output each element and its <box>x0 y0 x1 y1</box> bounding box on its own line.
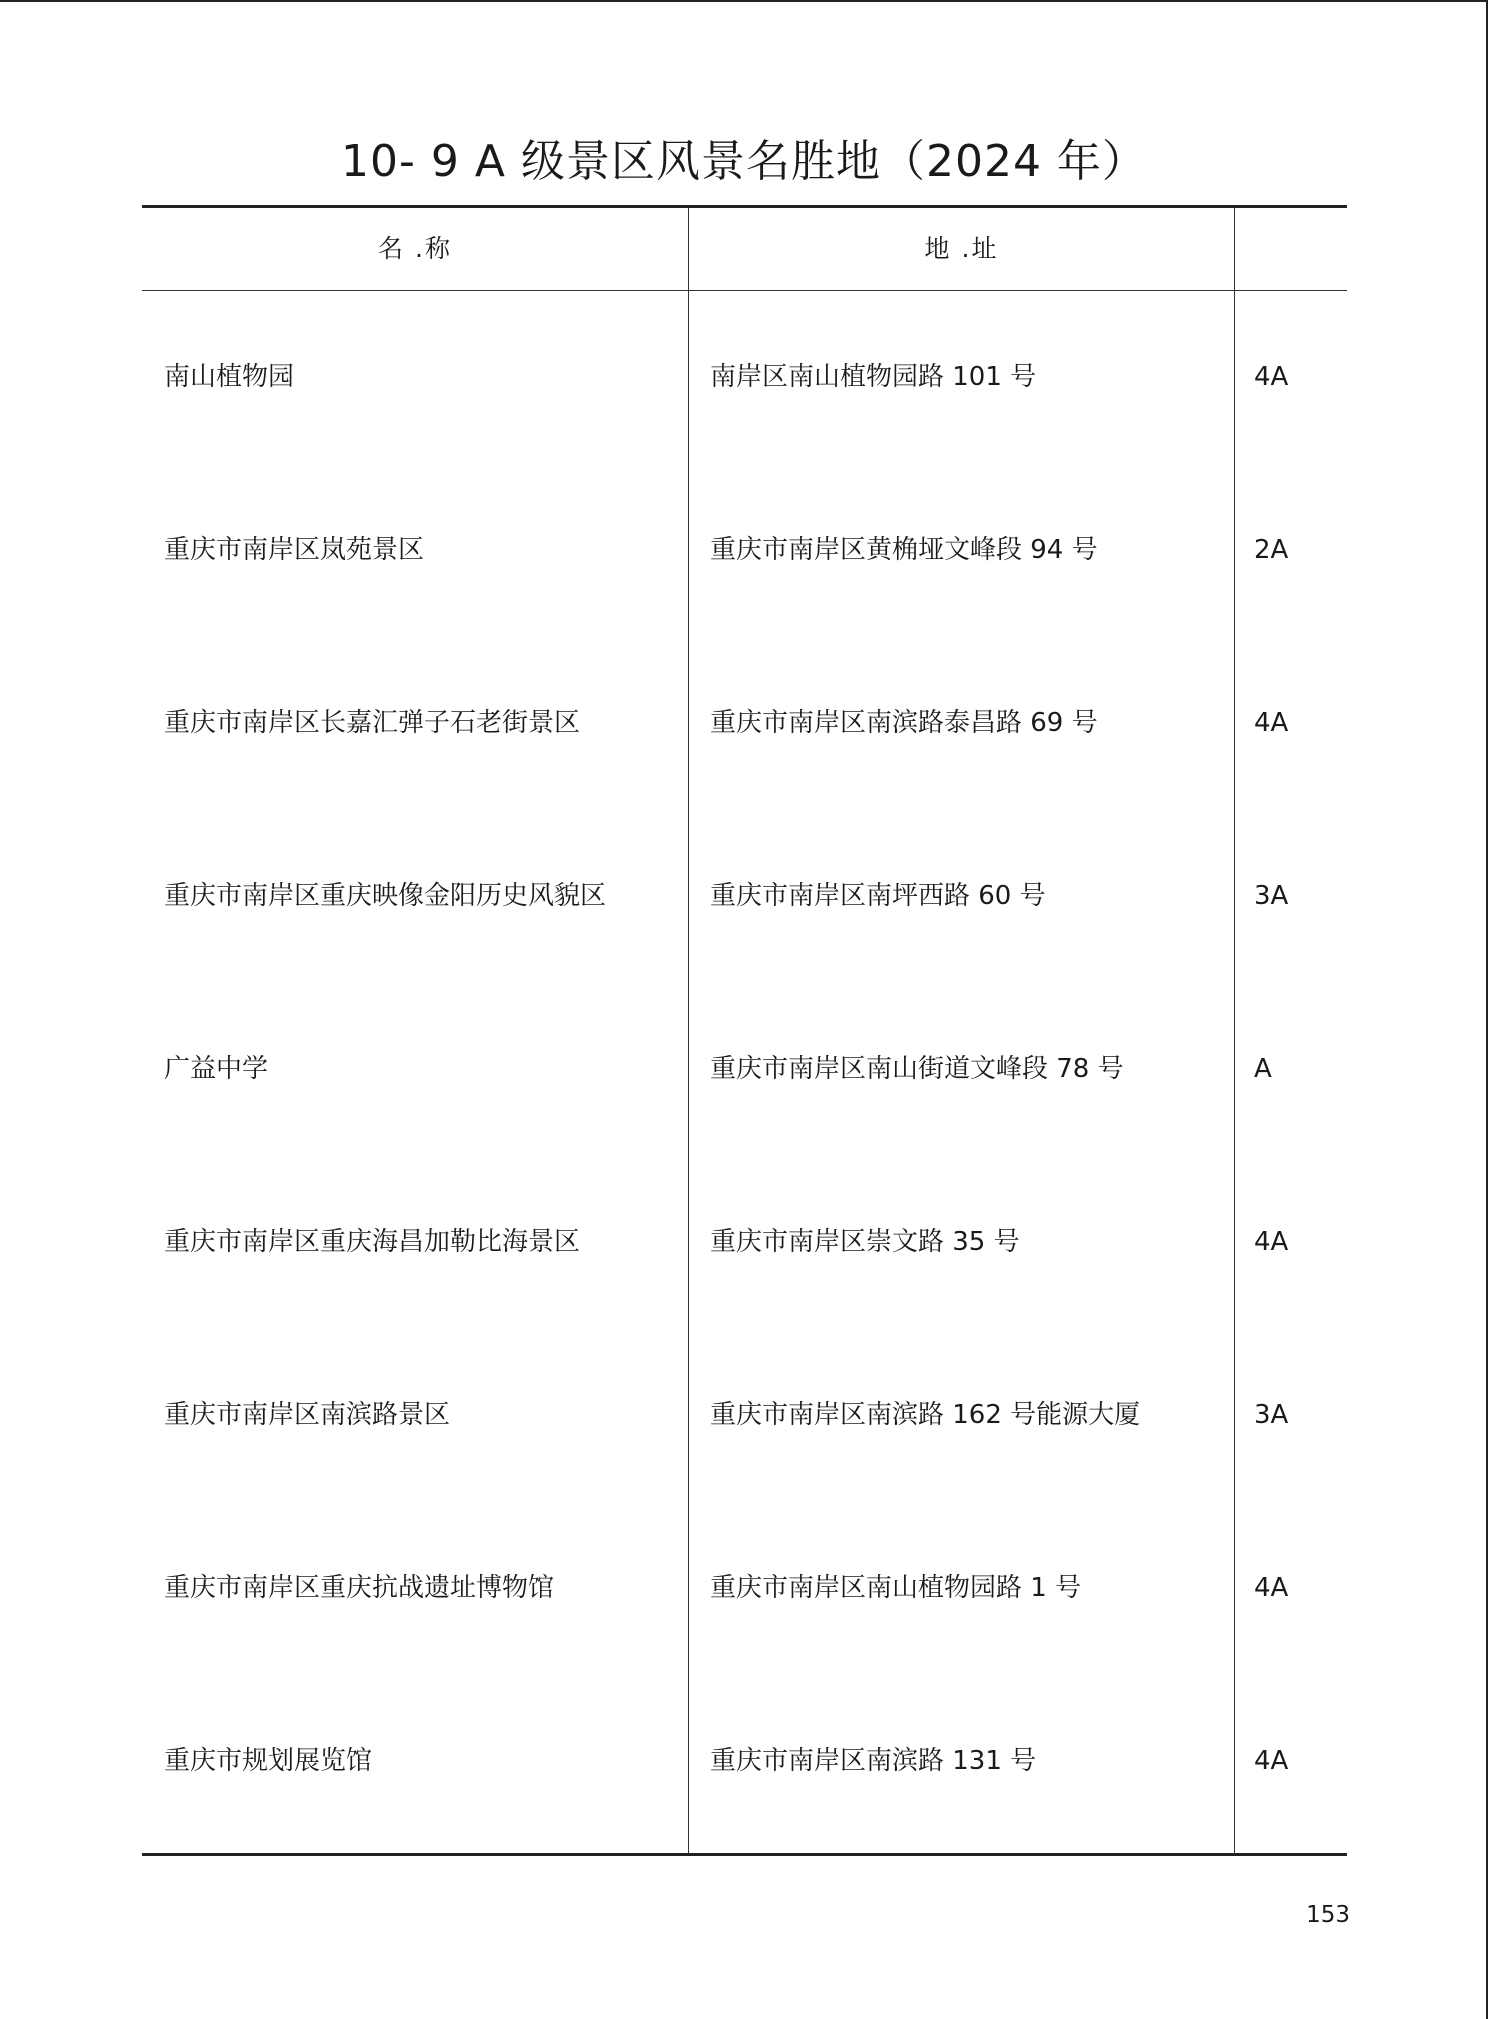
cell-name: 重庆市规划展览馆 <box>164 1746 373 1776</box>
cell-name: 重庆市南岸区南滨路景区 <box>164 1400 451 1430</box>
table-row <box>142 291 1347 464</box>
cell-level: A <box>1254 1054 1272 1084</box>
cell-level: 3A <box>1254 881 1289 911</box>
cell-address: 重庆市南岸区南滨路泰昌路 69 号 <box>710 708 1098 738</box>
cell-address: 重庆市南岸区南坪西路 60 号 <box>710 881 1046 911</box>
cell-name: 南山植物园 <box>164 362 295 392</box>
cell-address: 重庆市南岸区崇文路 35 号 <box>710 1227 1020 1257</box>
cell-level: 4A <box>1254 1227 1289 1257</box>
page-number: 153 <box>1306 1902 1350 1928</box>
cell-address: 重庆市南岸区南山街道文峰段 78 号 <box>710 1054 1124 1084</box>
cell-name: 重庆市南岸区重庆海昌加勒比海景区 <box>164 1227 581 1257</box>
table-row <box>142 1502 1347 1675</box>
column-header-address: 地 .址 <box>924 234 999 263</box>
cell-name: 重庆市南岸区重庆抗战遗址博物馆 <box>164 1573 555 1603</box>
table-bottom-rule <box>142 1853 1347 1856</box>
column-header-name: 名 .称 <box>378 234 452 263</box>
table-row <box>142 464 1347 637</box>
table-row <box>142 1675 1347 1848</box>
page-border-top <box>0 0 1488 2</box>
table-row <box>142 637 1347 810</box>
table-row <box>142 1156 1347 1329</box>
cell-level: 3A <box>1254 1400 1289 1430</box>
cell-level: 4A <box>1254 1573 1289 1603</box>
cell-address: 重庆市南岸区南滨路 162 号能源大厦 <box>710 1400 1141 1430</box>
cell-name: 重庆市南岸区岚苑景区 <box>164 535 425 565</box>
scenic-spots-table <box>142 205 1347 1856</box>
cell-name: 重庆市南岸区长嘉汇弹子石老街景区 <box>164 708 581 738</box>
cell-level: 4A <box>1254 1746 1289 1776</box>
cell-name: 重庆市南岸区重庆映像金阳历史风貌区 <box>164 881 607 911</box>
table-row <box>142 983 1347 1156</box>
cell-level: 2A <box>1254 535 1289 565</box>
table-row <box>142 1329 1347 1502</box>
cell-address: 南岸区南山植物园路 101 号 <box>710 362 1037 392</box>
cell-level: 4A <box>1254 362 1289 392</box>
cell-address: 重庆市南岸区黄桷垭文峰段 94 号 <box>710 535 1098 565</box>
cell-name: 广益中学 <box>164 1054 269 1084</box>
table-row <box>142 810 1347 983</box>
page-title: 10- 9 A 级景区风景名胜地（2024 年） <box>341 136 1147 187</box>
cell-address: 重庆市南岸区南山植物园路 1 号 <box>710 1573 1082 1603</box>
cell-address: 重庆市南岸区南滨路 131 号 <box>710 1746 1037 1776</box>
cell-level: 4A <box>1254 708 1289 738</box>
